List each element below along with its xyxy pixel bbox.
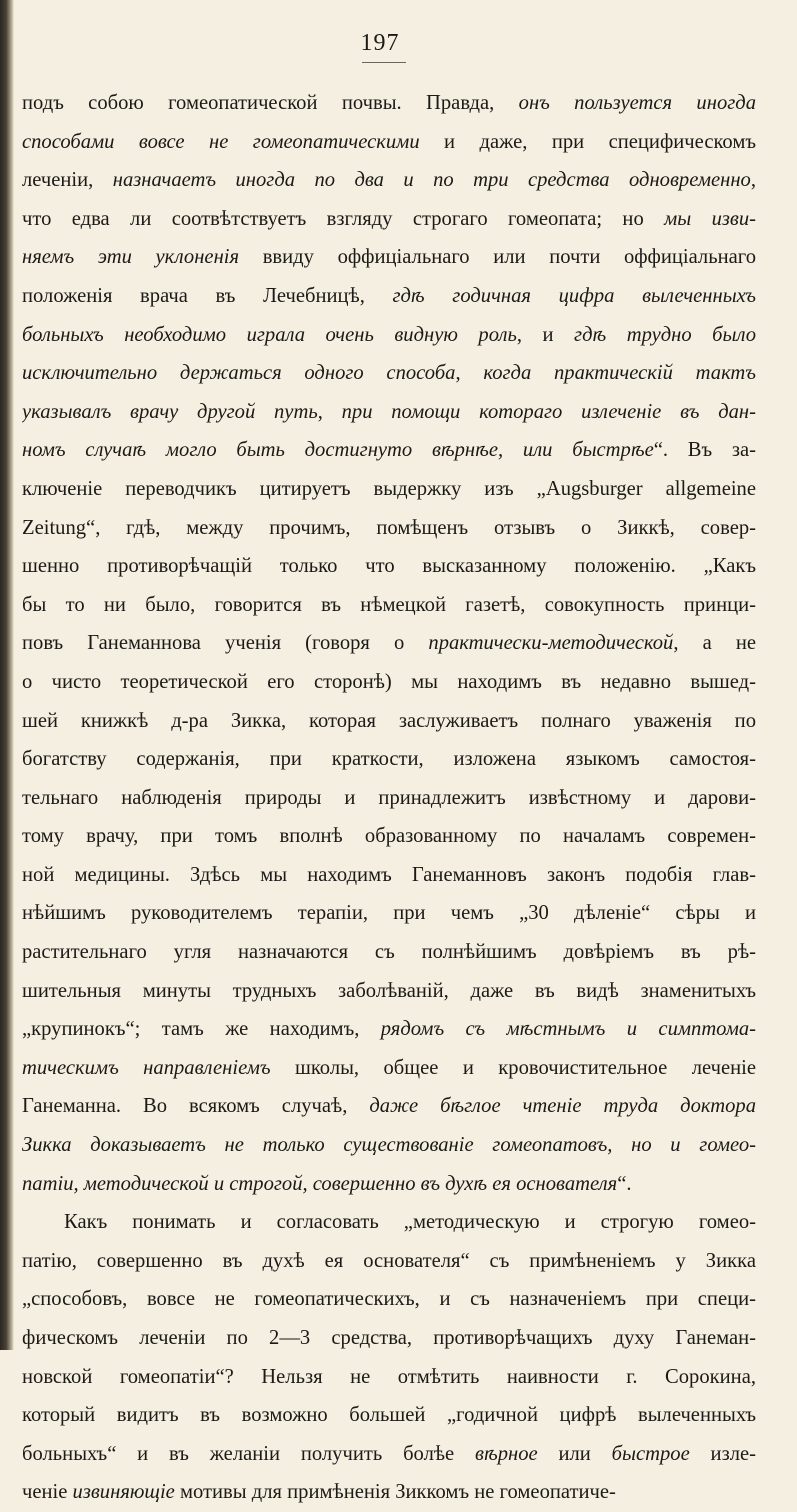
text-segment: Zeitung“, гдѣ, между прочимъ, помѣщенъ отзывъ о Зиккѣ, совер- [22, 516, 756, 539]
text-line [22, 431, 756, 470]
text-line [22, 277, 756, 316]
italic-segment: гдѣ трудно было [574, 323, 756, 346]
italic-segment: патіи, методической и строгой, совершенно въ духѣ ея основателя [22, 1172, 618, 1195]
italic-segment: при помощи котораго излеченіе въ дан- [341, 400, 756, 423]
italic-segment: мы изви- [664, 207, 756, 230]
text-segment: леченіи, [22, 169, 113, 192]
text-line [22, 1473, 756, 1512]
text-segment: ключеніе переводчикъ цитируетъ выдержку изъ „Augsburger allgemeine [22, 477, 756, 500]
text-segment: богатству содержанія, при краткости, изложена языкомъ самостоя- [22, 748, 756, 771]
text-line [22, 933, 756, 972]
text-segment: о чисто теоретической его сторонѣ) мы находимъ въ недавно вышед- [22, 670, 756, 693]
text-segment: фическомъ леченіи по 2—3 средства, противорѣчащихъ духу Ганеман- [22, 1327, 756, 1349]
text-line [22, 856, 756, 895]
text-line [22, 1049, 756, 1088]
text-segment: мотивы для примѣненія Зиккомъ не гомеопатиче- [174, 1481, 616, 1504]
text-segment: “. [617, 1172, 632, 1195]
italic-segment: гдѣ годичная цифра вылеченныхъ [392, 284, 756, 307]
page-number-rule [362, 62, 406, 63]
text-line [22, 586, 756, 625]
text-segment: или [537, 1442, 612, 1465]
text-segment: ной медицины. Здѣсь мы находимъ Ганеманновъ законъ подобія глав- [22, 863, 756, 886]
text-line [22, 972, 756, 1011]
text-segment: шенно противорѣчащій только что высказанному положенію. „Какъ [22, 555, 756, 578]
book-spine-shadow [0, 0, 14, 1350]
text-segment: повъ Ганеманнова ученія (говоря о [22, 632, 429, 655]
text-line [22, 1358, 756, 1397]
text-line [22, 354, 756, 393]
text-line [22, 1126, 756, 1165]
text-segment: , [750, 169, 756, 192]
text-segment: и даже, при специфическомъ [419, 130, 756, 153]
text-segment: тому врачу, при томъ вполнѣ образованному по началамъ современ- [22, 825, 756, 848]
text-line [22, 84, 756, 123]
text-segment: подъ собою гомеопатической почвы. Правда, [22, 92, 519, 114]
text-segment: , и [516, 323, 575, 346]
text-line [22, 1087, 756, 1126]
text-segment: изле- [689, 1442, 756, 1465]
text-line [22, 894, 756, 933]
italic-segment: няемъ эти уклоненія [22, 246, 240, 269]
text-line [22, 161, 756, 200]
italic-segment: онъ пользуется иногда [518, 92, 756, 114]
italic-segment: когда практическій тактъ [483, 362, 756, 385]
text-line [22, 123, 756, 162]
italic-segment: Зикка доказываетъ не только существованіе гомеопатовъ, но и гомео- [22, 1134, 756, 1157]
text-segment: “. Въ за- [653, 439, 756, 462]
text-segment: шительныя минуты трудныхъ заболѣваній, даже въ видѣ знаменитыхъ [22, 979, 756, 1002]
text-segment: „способовъ, вовсе не гомеопатическихъ, и съ назначеніемъ при специ- [22, 1288, 756, 1311]
italic-segment: номъ случаѣ могло быть достигнуто вѣрнѣе, или быстрѣе [22, 439, 654, 462]
text-line [22, 1010, 756, 1049]
italic-segment: даже бѣглое чтеніе труда доктора [369, 1095, 756, 1118]
text-segment: , [317, 400, 342, 423]
text-line [22, 663, 756, 702]
text-line [22, 547, 756, 586]
text-line [22, 779, 756, 818]
text-line [22, 1242, 756, 1281]
text-segment: бы то ни было, говорится въ нѣмецкой газетѣ, совокупность принци- [22, 593, 756, 616]
text-line [22, 200, 756, 239]
text-body [22, 84, 756, 1512]
italic-segment: больныхъ необходимо играла очень видную роль [22, 323, 517, 346]
text-segment: растительнаго угля назначаются съ полнѣйшимъ довѣріемъ въ рѣ- [22, 941, 756, 964]
text-line [22, 1280, 756, 1319]
text-line [22, 1165, 756, 1204]
text-line [22, 624, 756, 663]
italic-segment: быстрое [611, 1442, 690, 1465]
text-line [22, 1203, 756, 1242]
text-segment: , а не [673, 632, 756, 655]
text-segment: Какъ понимать и согласовать „методическую и строгую гомео- [64, 1211, 756, 1234]
text-segment: что едва ли соотвѣтствуетъ взгляду строгаго гомеопата; но [22, 207, 665, 230]
text-line [22, 702, 756, 741]
italic-segment: указывалъ врачу другой путь [22, 400, 318, 423]
text-segment: который видитъ въ возможно большей „годичной цифрѣ вылеченныхъ [22, 1404, 756, 1427]
italic-segment: извиняющіе [72, 1481, 175, 1504]
text-segment: больныхъ“ и въ желаніи получить болѣе [22, 1442, 476, 1465]
italic-segment: рядомъ съ мѣстнымъ и симптома- [380, 1018, 756, 1041]
text-line [22, 238, 756, 277]
text-line [22, 817, 756, 856]
italic-segment: исключительно держаться одного способа [22, 362, 456, 385]
text-line [22, 316, 756, 355]
italic-segment: практически-методической [428, 632, 674, 655]
text-segment: ченіе [22, 1481, 73, 1504]
page-number: 197 [360, 30, 400, 56]
text-segment: шей книжкѣ д-ра Зикка, которая заслуживаетъ полнаго уваженія по [22, 709, 756, 732]
text-line [22, 509, 756, 548]
italic-segment: вѣрное [475, 1442, 538, 1465]
text-segment: тельнаго наблюденія природы и принадлежитъ извѣстному и дарови- [22, 786, 756, 809]
text-segment: ввиду оффиціальнаго или почти оффиціальнаго [239, 246, 756, 269]
text-line [22, 740, 756, 779]
text-segment: „крупинокъ“; тамъ же находимъ, [22, 1018, 381, 1041]
text-segment: , [455, 362, 484, 385]
text-segment: школы, общее и кровочистительное леченіе [270, 1056, 756, 1079]
italic-segment: тическимъ направленіемъ [22, 1056, 271, 1079]
italic-segment: способами вовсе не гомеопатическими [22, 130, 420, 153]
text-line [22, 1396, 756, 1435]
text-line [22, 1435, 756, 1474]
text-segment: Ганеманна. Во всякомъ случаѣ, [22, 1095, 370, 1118]
text-line [22, 1319, 756, 1358]
text-line [22, 393, 756, 432]
text-segment: положенія врача въ Лечебницѣ, [22, 284, 393, 307]
text-segment: новской гомеопатіи“? Нельзя не отмѣтить наивности г. Сорокина, [22, 1365, 756, 1388]
text-line [22, 470, 756, 509]
text-segment: нѣйшимъ руководителемъ терапіи, при чемъ „30 дѣленіе“ сѣры и [22, 902, 756, 925]
italic-segment: назначаетъ иногда по два и по три средства одновременно [112, 169, 751, 192]
text-segment: патію, совершенно въ духѣ ея основателя“ съ примѣненіемъ у Зикка [22, 1249, 756, 1272]
